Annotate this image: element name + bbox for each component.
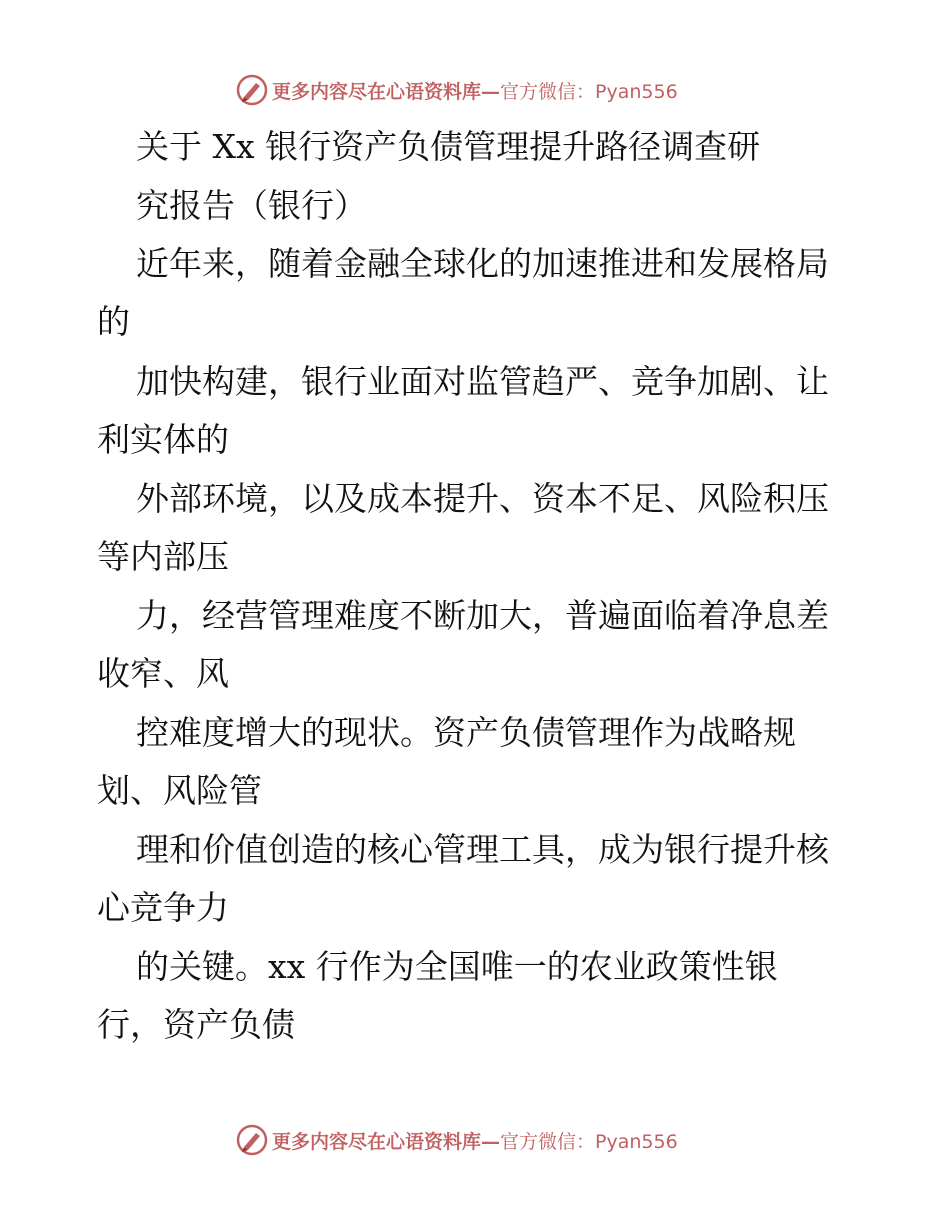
footer-banner-text: 更多内容尽在心语资料库— bbox=[272, 1130, 501, 1153]
text-line: 加快构建，银行业面对监管趋严、竞争加剧、让 bbox=[136, 362, 829, 401]
pen-logo-icon bbox=[236, 74, 268, 106]
title-line-2: 究报告（银行） bbox=[136, 186, 367, 225]
pen-logo-icon bbox=[236, 1124, 268, 1156]
text-line: 控难度增大的现状。资产负债管理作为战略规 bbox=[136, 713, 796, 752]
text-line: 行，资产负债 bbox=[97, 1005, 295, 1044]
header-banner-contact: 官方微信：Pyan556 bbox=[500, 80, 678, 103]
text-line: 等内部压 bbox=[97, 537, 229, 576]
text-line: 力，经营管理难度不断加大，普遍面临着净息差 bbox=[136, 596, 829, 635]
text-line: 近年来，随着金融全球化的加速推进和发展格局 bbox=[136, 244, 829, 283]
text-line: 的 bbox=[97, 302, 130, 341]
text-line: 的关键。xx 行作为全国唯一的农业政策性银 bbox=[136, 947, 778, 986]
text-line: 利实体的 bbox=[97, 420, 229, 459]
text-line: 心竞争力 bbox=[97, 888, 229, 927]
text-line: 划、风险管 bbox=[97, 771, 262, 810]
text-line: 理和价值创造的核心管理工具，成为银行提升核 bbox=[136, 830, 829, 869]
text-line: 收窄、风 bbox=[97, 654, 229, 693]
text-line: 外部环境，以及成本提升、资本不足、风险积压 bbox=[136, 479, 829, 518]
title-line-1: 关于 Xx 银行资产负债管理提升路径调查研 bbox=[136, 127, 761, 166]
footer-banner-contact: 官方微信：Pyan556 bbox=[500, 1130, 678, 1153]
header-banner bbox=[236, 73, 678, 107]
header-banner-text: 更多内容尽在心语资料库— bbox=[272, 80, 501, 103]
footer-banner bbox=[236, 1123, 678, 1157]
